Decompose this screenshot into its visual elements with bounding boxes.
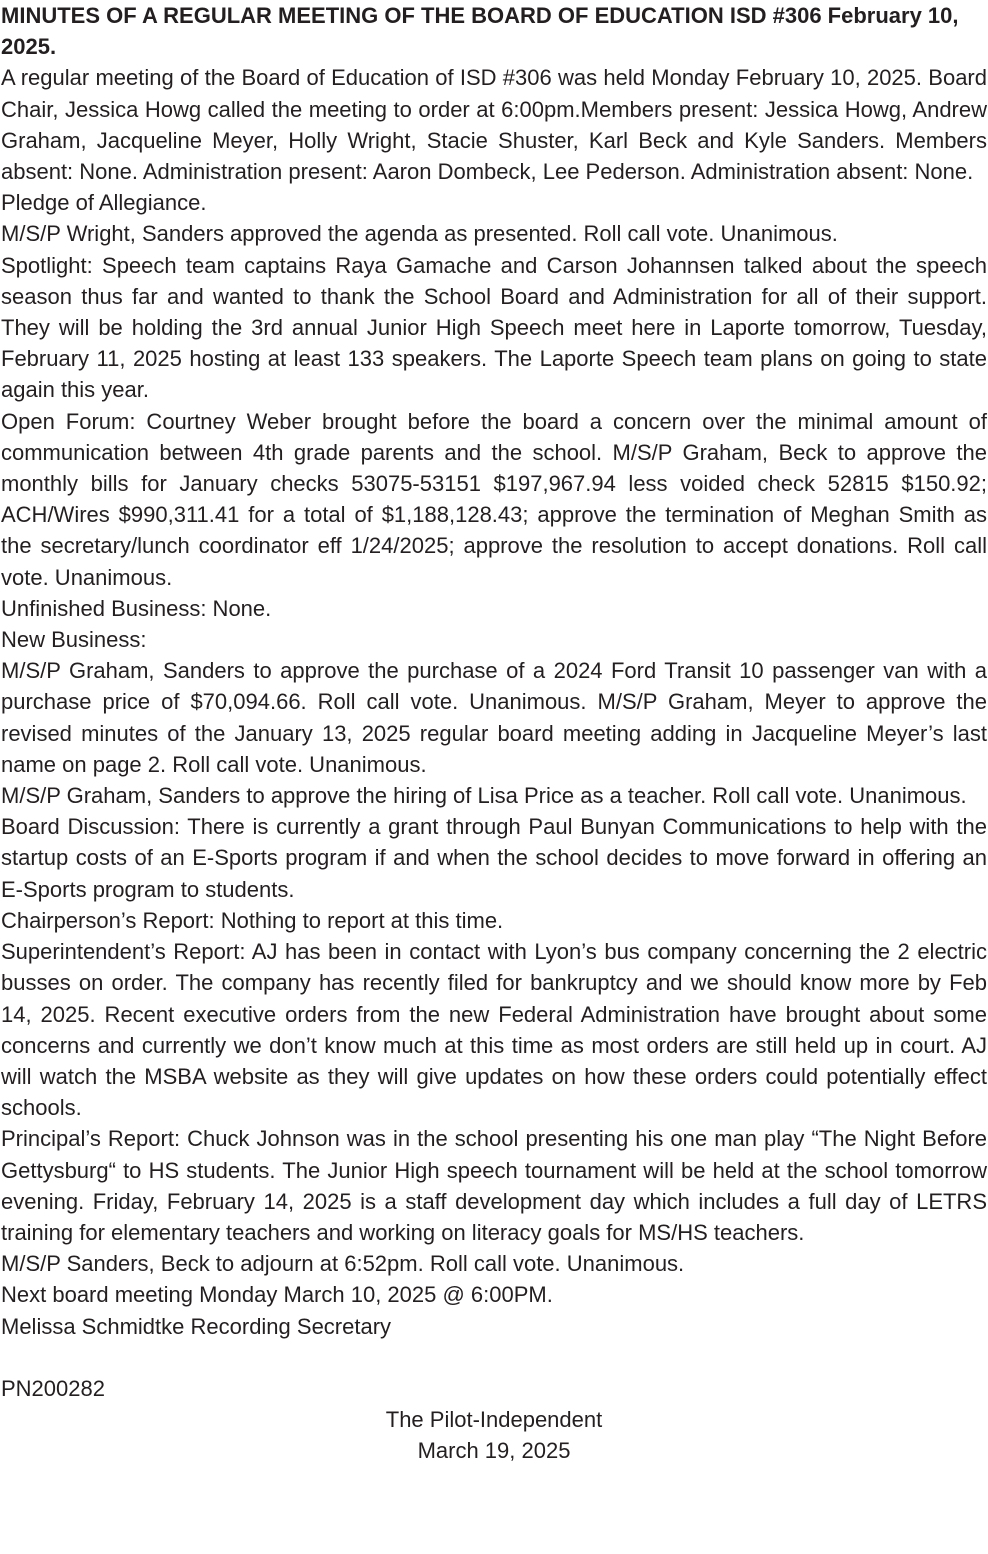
notice-title: MINUTES OF A REGULAR MEETING OF THE BOARD OF EDUCATION ISD #306 February 10, 2025. xyxy=(1,3,959,60)
paragraph-recording-secretary: Melissa Schmidtke Recording Secretary xyxy=(1,1313,392,1339)
paragraph-open-forum: Open Forum: Courtney Weber brought before the board a concern over the minimal amount of communication between 4th grade parents and the school. M/S/P Graham, Beck to approve the monthly bills for January checks 53075-53151 $197,967.94 less voided check 52815 $150.92; ACH/Wires $990,311.41 for a total of $1,188,128.43; approve the termination of Meghan Smith as the secretary/lunch coordinator eff 1/24/2025; approve the resolution to accept donations. Roll call vote. Unanimous. xyxy=(1,408,987,590)
blank-line xyxy=(1,1342,987,1373)
paragraph-chairperson-report: Chairperson’s Report: Nothing to report at this time. xyxy=(1,907,504,933)
paragraph-new-business: New Business: xyxy=(1,627,147,653)
paragraph-van-purchase: M/S/P Graham, Sanders to approve the purchase of a 2024 Ford Transit 10 passenger van with a purchase price of $70,094.66. Roll call vote. Unanimous. M/S/P Graham, Meyer to approve the revised minutes of the January 13, 2025 regular board meeting adding in Jacqueline Meyer’s last name on page 2. Roll call vote. Unanimous. xyxy=(1,658,987,777)
paragraph-principal-report: Principal’s Report: Chuck Johnson was in the school presenting his one man play “The Night Before Gettysburg“ to HS students. The Junior High speech tournament will be held at the school tomorrow evening. Friday, February 14, 2025 is a staff development day which includes a full day of LETRS training for elementary teachers and working on literacy goals for MS/HS teachers. xyxy=(1,1126,987,1245)
paragraph-hiring: M/S/P Graham, Sanders to approve the hiring of Lisa Price as a teacher. Roll call vote. Unanimous. xyxy=(1,783,967,809)
paragraph-board-discussion: Board Discussion: There is currently a grant through Paul Bunyan Communications to help with the startup costs of an E-Sports program if and when the school decides to move forward in offering an E-Sports program to students. xyxy=(1,814,987,902)
notice-id: PN200282 xyxy=(1,1375,105,1401)
paragraph-meeting-opening: A regular meeting of the Board of Education of ISD #306 was held Monday February 10, 2025. Board Chair, Jessica Howg called the meeting to order at 6:00pm.Members present: Jessica Howg, Andrew Graham, Jacqueline Meyer, Holly Wright, Stacie Shuster, Karl Beck and Kyle Sanders. Members absent: None. Administration present: Aaron Dombeck, Lee Pederson. Administration absent: None. xyxy=(1,65,987,185)
publication-date: March 19, 2025 xyxy=(417,1438,571,1464)
paragraph-unfinished-business: Unfinished Business: None. xyxy=(1,595,272,621)
paragraph-spotlight: Spotlight: Speech team captains Raya Gamache and Carson Johannsen talked about the speech season thus far and wanted to thank the School Board and Administration for all of their support. They will be holding the 3rd annual Junior High Speech meet here in Laporte tomorrow, Tuesday, February 11, 2025 hosting at least 133 speakers. The Laporte Speech team plans on going to state again this year. xyxy=(1,252,987,403)
paragraph-next-meeting: Next board meeting Monday March 10, 2025 @ 6:00PM. xyxy=(1,1282,553,1308)
paragraph-agenda-approval: M/S/P Wright, Sanders approved the agenda as presented. Roll call vote. Unanimous. xyxy=(1,221,838,247)
paragraph-adjourn: M/S/P Sanders, Beck to adjourn at 6:52pm. Roll call vote. Unanimous. xyxy=(1,1251,685,1277)
paragraph-superintendent-report: Superintendent’s Report: AJ has been in contact with Lyon’s bus company concerning the 2 electric busses on order. The company has recently filed for bankruptcy and we should know more by Feb 14, 2025. Recent executive orders from the new Federal Administration have brought about some concerns and currently we don’t know much at this time as most orders are still held up in court. AJ will watch the MSBA website as they will give updates on how these orders could potentially effect schools. xyxy=(1,939,987,1121)
paragraph-pledge: Pledge of Allegiance. xyxy=(1,190,207,216)
publication-name: The Pilot-Independent xyxy=(385,1407,603,1433)
